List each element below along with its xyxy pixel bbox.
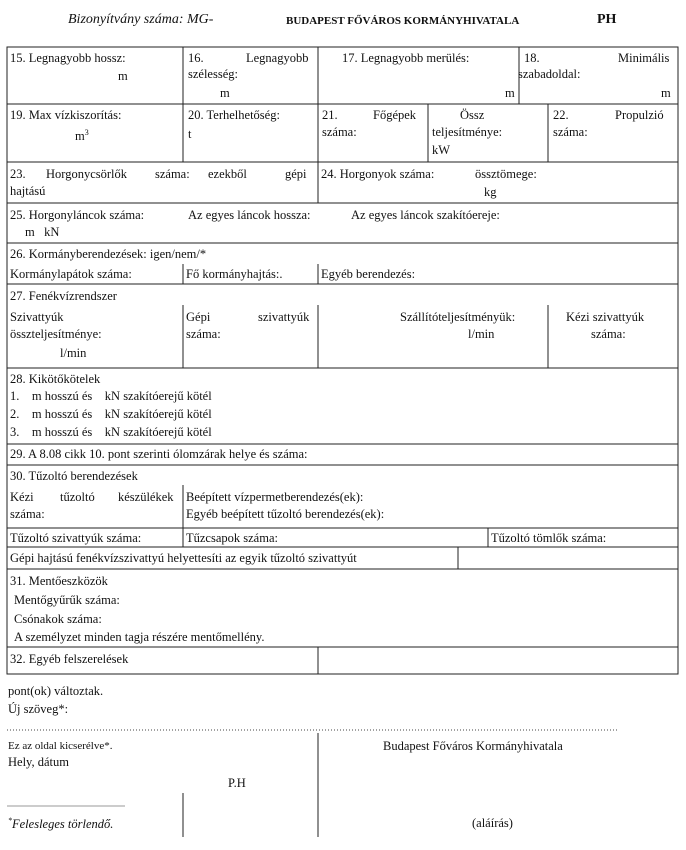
extinguishers-label: Kézi: [10, 490, 34, 504]
field-19-label: 19. Max vízkiszorítás:: [10, 108, 122, 122]
machine-pumps-label-2: szivattyúk: [258, 310, 310, 324]
field-18-label: Minimális: [618, 51, 670, 65]
capacity-label: Szállítóteljesítményük:: [400, 310, 516, 324]
field-19-unit-text: m: [75, 129, 85, 144]
field-21-number: 21.: [322, 108, 338, 122]
ph-stamp-label: P.H: [228, 776, 246, 790]
signature-label: (aláírás): [472, 816, 513, 830]
field-18-number: 18.: [524, 51, 540, 65]
ph-header: PH: [597, 12, 617, 27]
field-31-label: 31. Mentőeszközök: [10, 574, 108, 588]
field-16-unit: m: [220, 86, 230, 100]
field-23-label-5: hajtású: [10, 184, 46, 198]
other-fire-equipment-label: Egyéb beépített tűzoltó berendezés(ek):: [186, 507, 385, 521]
field-23-number: 23.: [10, 167, 26, 181]
extinguishers-label-3: készülékek: [118, 490, 174, 504]
field-27-label: 27. Fenékvízrendszer: [10, 289, 117, 303]
field-25-units: m kN: [25, 225, 60, 239]
footnote: [8, 812, 113, 833]
field-24-unit: kg: [484, 185, 497, 199]
mooring-line-2: 2. m hosszú és kN szakítóerejű kötél: [10, 407, 212, 421]
field-25-length: Az egyes láncok hossza:: [188, 208, 311, 222]
field-28-label: 28. Kikötőkötelek: [10, 372, 101, 386]
field-32-label: 32. Egyéb felszerelések: [10, 652, 129, 666]
field-21-unit: kW: [432, 143, 451, 157]
field-15-unit: m: [118, 69, 128, 83]
field-24-label: 24. Horgonyok száma:: [321, 167, 435, 181]
field-18-label-2: szabadoldal:: [518, 67, 581, 81]
field-16-label: Legnagyobb: [246, 51, 309, 65]
mooring-line-3: 3. m hosszú és kN szakítóerejű kötél: [10, 425, 212, 439]
place-date-label: Hely, dátum: [8, 755, 69, 769]
footnote-text: Felesleges törlendő.: [12, 817, 114, 832]
field-29-label: 29. A 8.08 cikk 10. pont szerinti ólomzárak helye és száma:: [10, 447, 308, 461]
field-22-number: 22.: [553, 108, 569, 122]
field-25-strength: Az egyes láncok szakítóereje:: [351, 208, 500, 222]
field-20-label: 20. Terhelhetőség:: [188, 108, 280, 122]
field-19-unit: [75, 124, 89, 145]
field-16-label-2: szélesség:: [188, 67, 238, 81]
boats-label: Csónakok száma:: [14, 612, 102, 626]
field-30-label: 30. Tűzoltó berendezések: [10, 469, 138, 483]
manual-pumps-label-2: száma:: [591, 327, 626, 341]
fire-pumps-label: Tűzoltó szivattyúk száma:: [10, 531, 142, 545]
machine-pumps-label-3: száma:: [186, 327, 221, 341]
footnote-mark: *: [8, 816, 12, 825]
field-23-label-4: gépi: [285, 167, 307, 181]
authority-signature-label: Budapest Főváros Kormányhivatala: [383, 739, 563, 753]
pumps-total-unit: l/min: [60, 346, 87, 360]
sprinkler-label: Beépített vízpermetberendezés(ek):: [186, 490, 364, 504]
changed-points-label: pont(ok) változtak.: [8, 684, 104, 698]
certificate-number-label: Bizonyítvány száma: MG-: [68, 12, 214, 27]
field-21-label: Főgépek: [373, 108, 417, 122]
extinguishers-label-4: száma:: [10, 507, 45, 521]
authority-header: BUDAPEST FŐVÁROS KORMÁNYHIVATALA: [286, 15, 520, 27]
machine-pumps-label: Gépi: [186, 310, 211, 324]
mooring-line-1: 1. m hosszú és kN szakítóerejű kötél: [10, 389, 212, 403]
field-26-label: 26. Kormányberendezések: igen/nem/*: [10, 247, 207, 261]
field-15-label: 15. Legnagyobb hossz:: [10, 51, 126, 65]
field-23-label: Horgonycsörlők: [46, 167, 128, 181]
field-17-unit: m: [505, 86, 515, 100]
field-21-label-2: száma:: [322, 125, 357, 139]
field-22-label-2: száma:: [553, 125, 588, 139]
field-16-number: 16.: [188, 51, 204, 65]
hydrants-label: Tűzcsapok száma:: [186, 531, 278, 545]
field-17-label: 17. Legnagyobb merülés:: [342, 51, 470, 65]
field-20-unit: t: [188, 127, 192, 141]
field-22-label: Propulzió: [615, 108, 664, 122]
life-vests-statement: A személyzet minden tagja részére mentőmellény.: [14, 630, 265, 644]
pumps-total-label-2: összteljesítménye:: [10, 327, 102, 341]
extinguishers-label-2: tűzoltó: [60, 490, 95, 504]
rudder-blades-label: Kormánylapátok száma:: [10, 267, 132, 281]
fire-hoses-label: Tűzoltó tömlők száma:: [491, 531, 607, 545]
field-23-label-2: száma:: [155, 167, 190, 181]
field-23-label-3: ezekből: [208, 167, 247, 181]
pumps-total-label: Szivattyúk: [10, 310, 64, 324]
other-equipment-label: Egyéb berendezés:: [321, 267, 416, 281]
manual-pumps-label: Kézi szivattyúk: [566, 310, 645, 324]
field-19-unit-exp: 3: [84, 128, 89, 137]
main-steering-label: Fő kormányhajtás:.: [186, 267, 283, 281]
field-21-total: Össz: [460, 108, 485, 122]
field-24-weight: össztömege:: [475, 167, 537, 181]
new-text-label: Új szöveg*:: [8, 702, 69, 716]
page-replaced-label: Ez az oldal kicserélve*.: [8, 740, 113, 752]
field-18-unit: m: [661, 86, 671, 100]
field-21-total-2: teljesítménye:: [432, 125, 503, 139]
bilge-pump-statement: Gépi hajtású fenékvízszivattyú helyettesíti az egyik tűzoltó szivattyút: [10, 551, 357, 565]
lifebuoys-label: Mentőgyűrűk száma:: [14, 593, 120, 607]
capacity-unit: l/min: [468, 327, 495, 341]
field-25-label: 25. Horgonyláncok száma:: [10, 208, 145, 222]
